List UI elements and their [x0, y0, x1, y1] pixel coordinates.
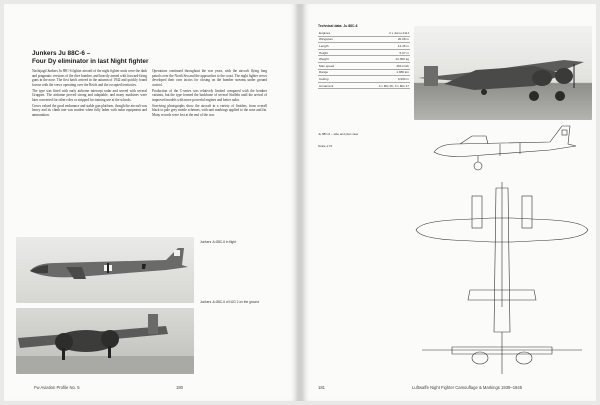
spec-table	[318, 30, 410, 89]
paragraph: Nachtjagd Junkers Ju 88C-6 fighter aircraft of the night fighter units were the dark and pragmatic versions of the dive bomber, and heavily armed with forward-firing guns in the nose. The first batch arrived in the autumn of 1942 and quickly found favour with the crews operating over the Reich and the occupied territories.	[32, 69, 147, 87]
paragraph: Crews valued the good endurance and stable gun platform, though the aircraft was heavy and its climb rate was modest when fully laden with radar equipment and ammunition.	[32, 103, 147, 117]
spec-key: Engines	[318, 30, 357, 36]
spec-key: Height	[318, 49, 357, 56]
article-title	[32, 50, 148, 65]
spec-key: Weight	[318, 56, 357, 63]
spec-row	[318, 43, 410, 50]
spec-value: 5.07 m	[357, 49, 410, 56]
paragraph: Operations continued throughout the war years, with the aircraft flying long patrols over the North Sea and the approaches to the coast. The night fighter crews developed their own tactics for closing on the bomber streams under ground control.	[152, 69, 267, 87]
spec-key: Range	[318, 69, 357, 76]
spec-value: 12,350 kg	[357, 56, 410, 63]
aircraft-airfield-image	[414, 26, 592, 120]
spec-value: 14.36 m	[357, 43, 410, 50]
spec-row	[318, 56, 410, 63]
body-column-1	[32, 69, 147, 117]
spec-row	[318, 69, 410, 76]
spec-row	[318, 49, 410, 56]
paragraph: Production of the C-series was relatively limited compared with the bomber variants, but the type formed the backbone of several Staffeln until the arrival of improved models with more powerful engines and better radar.	[152, 88, 267, 102]
page-number-left: 180	[176, 385, 183, 390]
paragraph: The type was fitted with early airborne intercept radar and served with several Gruppen. The airframe proved strong and adaptable, and many machines were later converted for other roles or stripped for training use at the schools.	[32, 88, 147, 102]
aircraft-ground-view-image	[16, 308, 194, 374]
paragraph: Surviving photographs show the aircraft in a variety of finishes, from overall black to pale grey mottle schemes, with unit markings applied to the nose and fin. Many records were lost at the end of the war.	[152, 103, 267, 117]
spec-value: 3 x MG FF, 3 x MG 17	[357, 82, 410, 89]
aircraft-photo-ground	[16, 308, 194, 374]
spec-key: Length	[318, 43, 357, 50]
spec-row	[318, 36, 410, 43]
spec-value: 2 x Jumo 211J	[357, 30, 410, 36]
spec-value: 9,900 m	[357, 76, 410, 83]
right-page	[302, 4, 596, 401]
spec-value: 1,980 km	[357, 69, 410, 76]
aircraft-photo-inflight	[16, 237, 194, 303]
side-view-drawing	[430, 122, 580, 177]
drawing-legend-2: Scale 1:72	[318, 144, 333, 148]
spec-row	[318, 76, 410, 83]
plan-view-drawing	[412, 182, 592, 380]
spec-value: 20.08 m	[357, 36, 410, 43]
book-spread	[4, 4, 596, 401]
drawing-legend-1: Ju 88C-6 – side and plan view	[318, 132, 359, 136]
spec-row	[318, 82, 410, 89]
spec-table-title: Technical data: Ju 88C-6	[318, 24, 358, 28]
aircraft-side-view-image	[16, 237, 194, 303]
spec-key: Armament	[318, 82, 357, 89]
page-number-right: 181	[318, 385, 325, 390]
left-page	[4, 4, 298, 401]
aircraft-photo-airfield	[414, 26, 592, 120]
spec-key: Max speed	[318, 62, 357, 69]
title-line-1: Junkers Ju 88C-6 –	[32, 50, 91, 57]
body-column-2	[152, 69, 267, 117]
spec-key: Wingspan	[318, 36, 357, 43]
photo-caption-1: Junkers Ju 88C-6 in flight	[200, 240, 236, 244]
spec-key: Ceiling	[318, 76, 357, 83]
spec-row	[318, 62, 410, 69]
photo-caption-2: Junkers Ju 88C-6 of NJG 2 on the ground	[200, 300, 260, 304]
title-line-2: Four Dy eliminator in last Night fighter	[32, 57, 149, 65]
footer-title-left: Fw Aviation Profile No. 5	[34, 385, 80, 390]
footer-title-right: Luftwaffe Night Fighter Camouflage & Markings 1939–1945	[412, 385, 523, 390]
spec-value: 494 km/h	[357, 62, 410, 69]
